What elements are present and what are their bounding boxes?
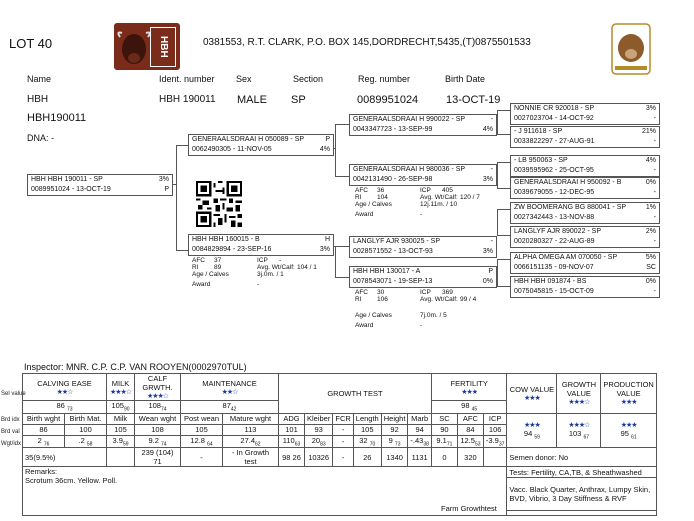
pedigree-connector (497, 162, 511, 189)
pedigree-ggp: NONNIE CR 920018 - SP 0027023704 - 14-OCT-92 3% - (510, 103, 660, 125)
label-sex: Sex (236, 74, 252, 84)
pedigree-sire-dam: GENERAALSDRAAI H 980036 - SP 0042131490 - 26-SEP-98 - 3% (349, 164, 497, 186)
column-header-row: Birth wght Birth Mat. Milk Wean wght Post wean Mature wght ADG Kleiber FCR Length Height Marb SC AFC ICP ★★★ 94 $_{59}$ ★★★☆ 103 $_{67}$ ★★★ 95 $_{61}$ (23, 413, 657, 424)
dam-performance: AFC 37 ICP - RI 89 Avg. Wt/Calf: 104 / 1 Age / Calves 3j.0m. / 1 Award - (192, 257, 317, 288)
maint-stars: ★★☆ (221, 388, 238, 396)
calving-stars: ★★☆ (56, 388, 73, 396)
remarks-cell: Remarks: Scrotum 36cm. Yellow. Poll. Farm Growthtest (23, 467, 507, 516)
growval-stars: ★★★☆ (568, 399, 590, 407)
pedigree-connector (497, 110, 511, 135)
production-value-cell: ★★★ 95 $_{61}$ (601, 413, 656, 448)
pedigree-ggp: LANGLYF AJR 890022 - SP 0020280327 - 22-AUG-89 2% - (510, 226, 660, 248)
maint-value: $87_{42}$ (181, 401, 279, 414)
label-name: Name (27, 74, 52, 84)
milk-stars: ★★★☆ (109, 388, 132, 396)
label-birth: Birth Date (445, 74, 486, 84)
group-production-value: PRODUCTION VALUE ★★★ (601, 374, 656, 414)
pedigree-ggp: ALPHA OMEGA AM 070050 - SP 0066151135 - 09-NOV-07 5% SC (510, 252, 660, 274)
tests-cell: Tests: Fertility, CA,TB, & Sheathwashed (507, 467, 656, 478)
label-section: Section (293, 74, 324, 84)
calving-value: 86 $_{73}$ (23, 401, 107, 414)
group-cow-value: COW VALUE ★★★ (507, 374, 557, 414)
milk-value: $105_{90}$ (107, 401, 135, 414)
pedigree-ggp: ZW BOOMERANG BG 880041 - SP 0027342443 - 13-NOV-88 1% - (510, 202, 660, 224)
cow-value-cell: ★★★ 94 $_{59}$ (507, 413, 557, 448)
qr-code (196, 181, 242, 227)
pedigree-dam-dam: HBH HBH 130017 - A 0078543071 - 19-SEP-13 P 0% (349, 266, 497, 288)
sire-dam-performance: AFC 36 ICP 405 RI 104 Avg. Wt/Calf: 120 / 7 Age / Calves 12j.11m. / 10 Award - (355, 187, 480, 218)
calf-value: $108_{74}$ (135, 401, 181, 414)
row-label-wgt-idx: Wgt/idx (1, 441, 22, 447)
cow-stars: ★★★ (524, 394, 540, 402)
pedigree-dam-sire: LANGLYF AJR 930025 - SP 0028571552 - 13-OCT-93 - 3% (349, 236, 497, 258)
group-maintenance: MAINTENANCE ★★☆ (181, 374, 279, 401)
row-label-brd-val: Brd val (1, 429, 20, 435)
row-label-sel: Sel value (1, 391, 26, 397)
fert-stars: ★★★ (461, 388, 478, 396)
group-growth-value: GROWTH VALUE ★★★☆ (557, 374, 601, 414)
calf-stars: ★★★☆ (146, 393, 169, 400)
dam-dam-performance: AFC 30 ICP 369 RI 106 Avg. Wt/Calf: 99 / 4 Age / Calves 7j.0m. / 5 Award - (355, 289, 477, 329)
farm-growthtest: Farm Growthtest (441, 504, 497, 513)
pedigree-sire-sire: GENERAALSDRAAI H 990022 - SP 0043347723 - 13-SEP-99 - 4% (349, 114, 497, 136)
pedigree-sire: GENERAALSDRAAI H 050089 - SP 0062490305 - 11-NOV-05 P 4% (188, 134, 334, 156)
pedigree-subject: HBH HBH 190011 - SP 0089951024 - 13-OCT-19 3% P (27, 174, 173, 196)
pedigree-connector (335, 124, 350, 177)
semen-donor: Semen donor: No (507, 448, 656, 467)
weight-row: 35(9.5%) 239 (104) 71 - - In Growth test 98 26 10326 - 26 1340 1131 0 320 Semen donor: No (23, 448, 657, 467)
animal-sex: MALE (237, 94, 267, 106)
logo-text: HBH (150, 27, 176, 67)
animal-ident: HBH 190011 (159, 94, 216, 105)
animal-reg: 0089951024 (357, 94, 419, 106)
group-growth-test: GROWTH TEST (279, 374, 432, 414)
pedigree-connector (497, 259, 511, 287)
label-reg: Reg. number (358, 74, 411, 84)
performance-table (22, 373, 657, 516)
group-calving-ease: CALVING EASE ★★☆ (23, 374, 107, 401)
pedigree-dam: HBH HBH 160015 - B 0084829894 - 23-SEP-16 H 3% (188, 234, 334, 256)
group-fertility: FERTILITY ★★★ (431, 374, 507, 401)
animal-section: SP (291, 94, 306, 106)
animal-name: HBH (27, 94, 49, 105)
animal-ident-large: HBH190011 (27, 112, 87, 124)
animal-birth: 13-OCT-19 (446, 94, 501, 106)
breeding-value-row: 2 $_{76}$ .2 $_{58}$ $3.9_{59}$ 9.2 $_{74}$ 12.8 $_{64}$ $27.4_{62}$ $110_{63}$ $20_{83}$ - 32 $_{70}$ 9 $_{73}$ $-.43_{38}$ $9.1_{71}$ $12.5_{53}$ $-3.9_{37}$ (23, 435, 657, 448)
label-ident: Ident. number (159, 74, 215, 84)
growth-value-cell: ★★★☆ 103 $_{67}$ (557, 413, 601, 448)
vaccination-cell: Vacc. Black Quarter, Anthrax, Lumpy Skin, BVD, Vibrio, 3 Day Stiffness & RVF (507, 478, 656, 510)
lot-number: LOT 40 (9, 36, 53, 51)
pedigree-connector (497, 209, 511, 236)
pedigree-ggp: GENERAALSDRAAI H 950092 - B 0039679055 - 12-DEC-95 0% - (510, 177, 660, 199)
pedigree-ggp: HBH HBH 091874 - BS 0075045815 - 15-OCT-09 0% - (510, 276, 660, 298)
breeder-logo (114, 23, 180, 70)
row-label-brd-idx: Brd idx (1, 417, 20, 423)
owner-info: 0381553, R.T. CLARK, P.O. BOX 145,DORDRECHT,5435,(T)0875501533 (203, 37, 531, 48)
dna-status: DNA: - (27, 133, 54, 143)
pedigree-ggp: - J 911618 - SP 0033822297 - 27-AUG-91 21% - (510, 126, 660, 148)
prod-stars: ★★★ (620, 399, 637, 407)
group-calf-growth: CALF GRWTH. ★★★☆ (135, 374, 181, 401)
pedigree-ggp: - LB 950063 - SP 0039595962 - 25-OCT-95 4% - (510, 155, 660, 177)
pedigree-connector (335, 246, 350, 278)
fert-value: 98 $_{45}$ (431, 401, 507, 414)
society-seal-icon (609, 22, 653, 76)
group-milk: MILK ★★★☆ (107, 374, 135, 401)
breeding-index-row: 86 100 105 108 105 113 101 93 - 105 92 94 90 84 106 (23, 424, 657, 435)
inspector-line: Inspector: MNR. C.P. C.P. VAN ROOYEN(0002970TUL) (24, 362, 247, 372)
